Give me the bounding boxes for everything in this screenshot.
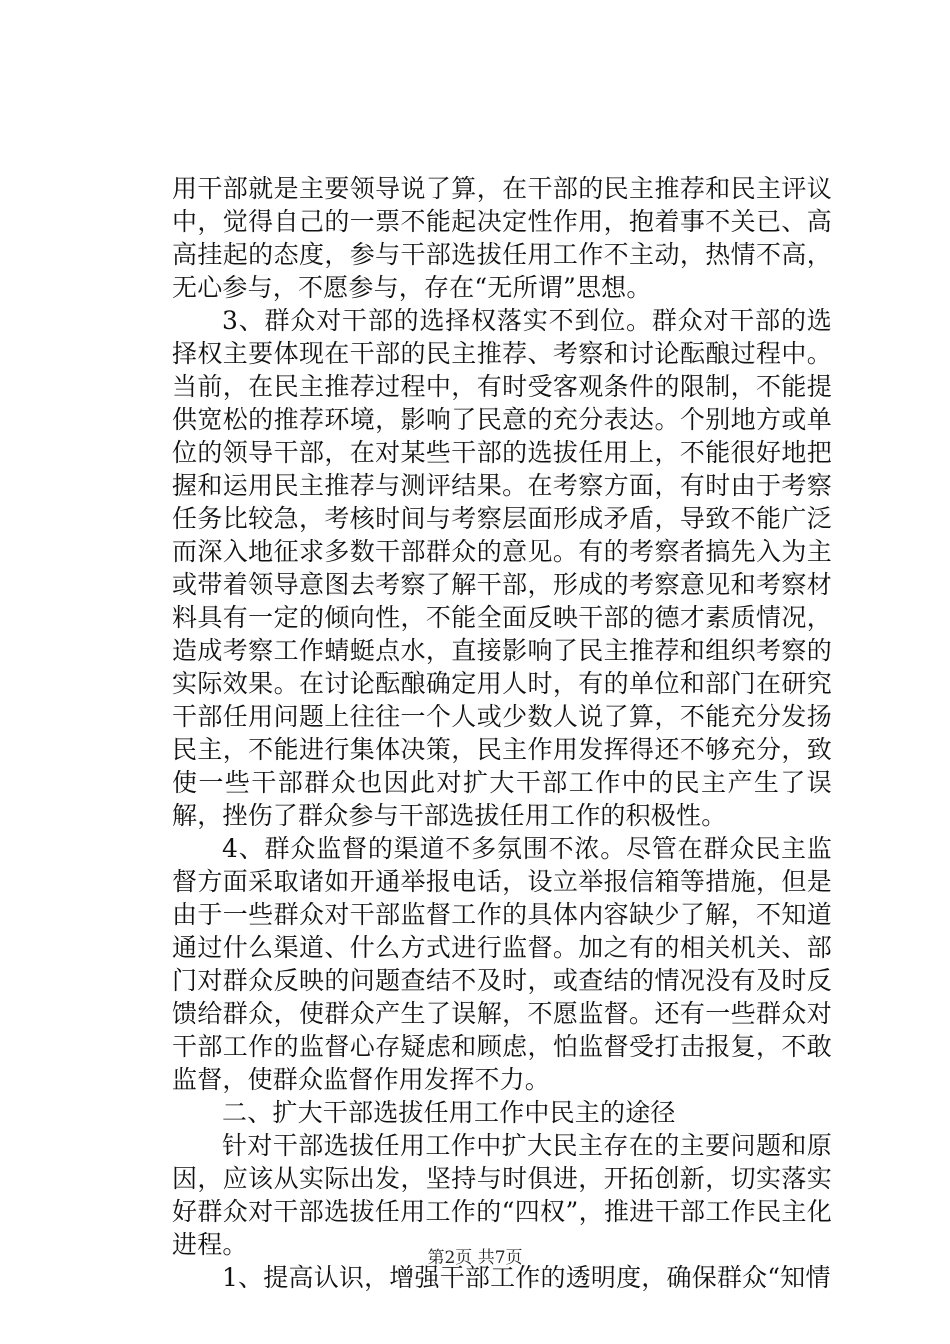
paragraph-section-intro: 针对干部选拔任用工作中扩大民主存在的主要问题和原因，应该从实际出发，坚持与时俱进，开拓创新，切实落实好群众对干部选拔任用工作的“四权”，推进干部工作民主化进程。	[172, 1131, 832, 1259]
section-heading-approaches: 二、扩大干部选拔任用工作中民主的途径	[222, 1098, 676, 1127]
document-body	[172, 172, 832, 1294]
paragraph-continuation: 用干部就是主要领导说了算，在干部的民主推荐和民主评议中，觉得自己的一票不能起决定性作用，抱着事不关已、高高挂起的态度，参与干部选拔任用工作不主动，热情不高，无心参与，不愿参与，存在“无所谓”思想。	[172, 174, 832, 302]
paragraph-transparency: 1、提高认识，增强干部工作的透明度，确保群众“知情	[222, 1263, 831, 1292]
page-footer	[0, 1243, 950, 1268]
paragraph-supervision-channels: 4、群众监督的渠道不多氛围不浓。尽管在群众民主监督方面采取诸如开通举报电话，设立举报信箱等措施，但是由于一些群众对干部监督工作的具体内容缺少了解，不知道通过什么渠道、什么方式进行监督。加之有的相关机关、部门对群众反映的问题查结不及时，或查结的情况没有及时反馈给群众，使群众产生了误解，不愿监督。还有一些群众对干部工作的监督心存疑虑和顾虑，怕监督受打击报复，不敢监督，使群众监督作用发挥不力。	[172, 834, 832, 1094]
page-number: 第2页 共7页	[427, 1248, 523, 1268]
paragraph-selection-right: 3、群众对干部的选择权落实不到位。群众对干部的选择权主要体现在干部的民主推荐、考察和讨论酝酿过程中。当前，在民主推荐过程中，有时受客观条件的限制，不能提供宽松的推荐环境，影响了民意的充分表达。个别地方或单位的领导干部，在对某些干部的选拔任用上，不能很好地把握和运用民主推荐与测评结果。在考察方面，有时由于考察任务比较急，考核时间与考察层面形成矛盾，导致不能广泛而深入地征求多数干部群众的意见。有的考察者搞先入为主或带着领导意图去考察了解干部，形成的考察意见和考察材料具有一定的倾向性，不能全面反映干部的德才素质情况，造成考察工作蜻蜓点水，直接影响了民主推荐和组织考察的实际效果。在讨论酝酿确定用人时，有的单位和部门在研究干部任用问题上往往一个人或少数人说了算，不能充分发扬民主，不能进行集体决策，民主作用发挥得还不够充分，致使一些干部群众也因此对扩大干部工作中的民主产生了误解，挫伤了群众参与干部选拔任用工作的积极性。	[172, 306, 832, 830]
